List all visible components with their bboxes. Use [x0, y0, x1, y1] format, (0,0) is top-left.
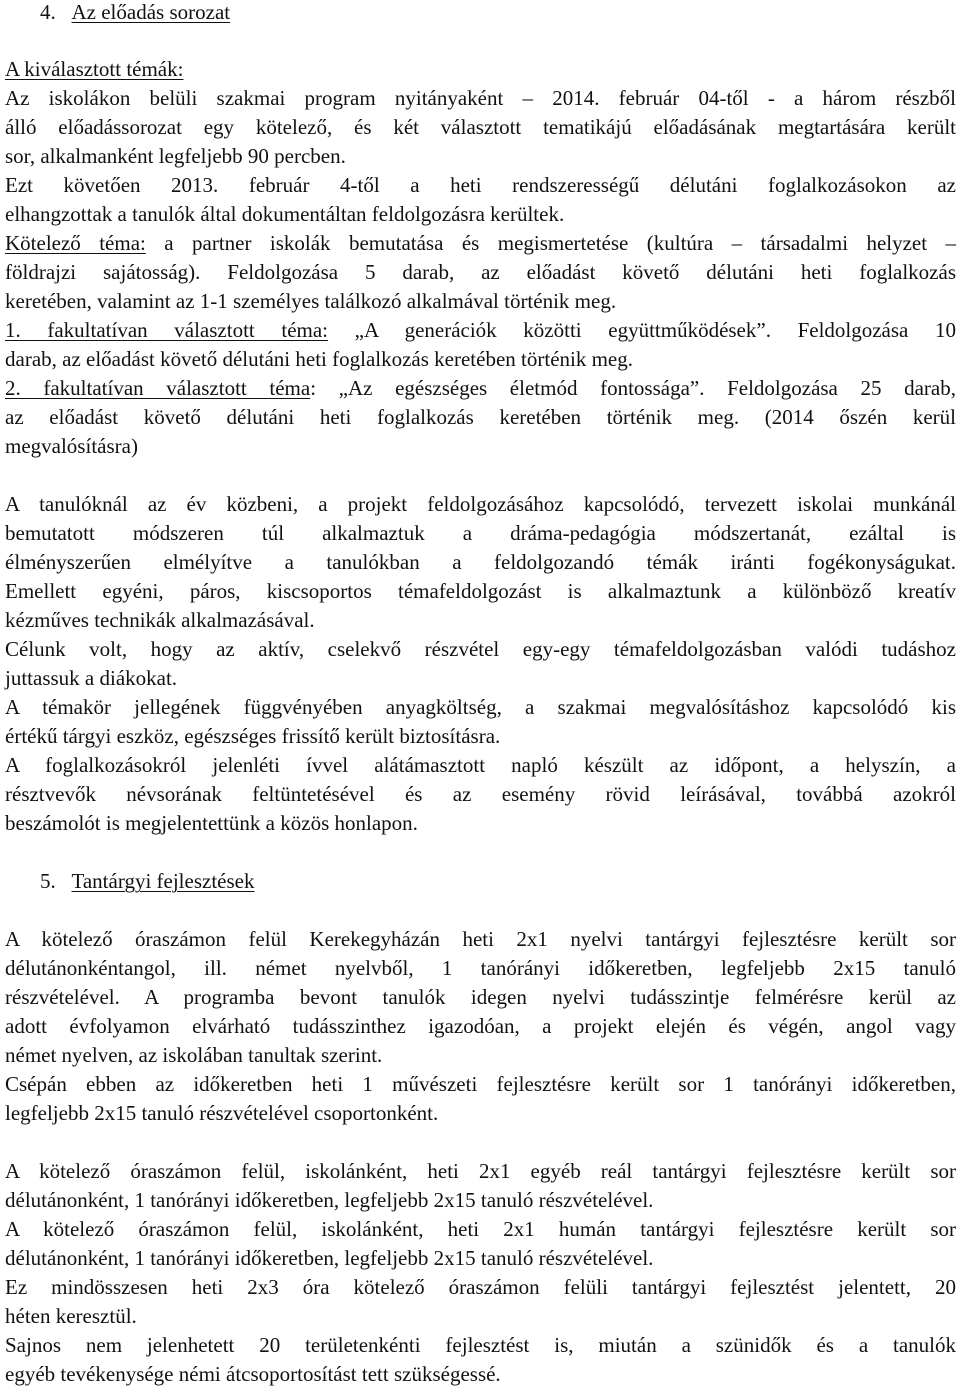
selected-topics-label-text: A kiválasztott témák:	[5, 57, 184, 81]
paragraph-line: A témakör jellegének függvényében anyagköltség, a szakmai megvalósításhoz kapcsolódó kis	[5, 695, 956, 719]
paragraph-line: legfeljebb 2x15 tanuló részvételével csoportonként.	[5, 1101, 439, 1125]
elective-topic-2-line	[5, 376, 956, 402]
paragraph-line: adott évfolyamon elvárható tudásszinthez igazodóan, a projekt elején és végén, angol vagy	[5, 1014, 956, 1038]
paragraph-line: Célunk volt, hogy az aktív, cselekvő részvétel egy-egy témafeldolgozásban valódi tudáshoz	[5, 637, 956, 661]
paragraph-line: keretében, valamint az 1-1 személyes találkozó alkalmával történik meg.	[5, 289, 617, 313]
selected-topics-label	[5, 57, 956, 83]
section-4-heading	[40, 0, 960, 26]
paragraph-line: megvalósításra)	[5, 434, 138, 458]
elective-topic-1-line	[5, 318, 956, 344]
elective-topic-1-text: „A generációk közötti együttműködések”. Feldolgozása 10	[328, 318, 956, 342]
paragraph-line: Csépán ebben az időkeretben heti 1 művészeti fejlesztésre került sor 1 tanórányi időkeretben,	[5, 1072, 956, 1096]
mandatory-topic-line	[5, 231, 956, 257]
paragraph-line: juttassuk a diákokat.	[5, 666, 178, 690]
section-5-heading	[40, 869, 960, 895]
section-5-title: Tantárgyi fejlesztések	[71, 869, 255, 893]
mandatory-topic-label: Kötelező téma:	[5, 231, 146, 255]
section-4-number: 4.	[40, 0, 56, 24]
paragraph-line: A kötelező óraszámon felül, iskolánként, heti 2x1 egyéb reál tantárgyi fejlesztésre került sor	[5, 1159, 956, 1183]
paragraph-line: elhangzottak a tanulók által dokumentáltan feldolgozásra kerültek.	[5, 202, 565, 226]
paragraph-line: Az iskolákon belüli szakmai program nyitányaként – 2014. február 04-től - a három részből	[5, 86, 956, 110]
paragraph-line: Ezt követően 2013. február 4-től a heti rendszerességű délutáni foglalkozásokon az	[5, 173, 956, 197]
paragraph-line: A kötelező óraszámon felül, iskolánként, heti 2x1 humán tantárgyi fejlesztésre került sor	[5, 1217, 956, 1241]
paragraph-line: élményszerűen elmélyítve a tanulókban a feldolgozandó témák iránti fogékonyságukat.	[5, 550, 956, 574]
paragraph-line: Emellett egyéni, páros, kiscsoportos témafeldolgozást is alkalmaztunk a különböző kreatív	[5, 579, 956, 603]
paragraph-line: résztvevők névsorának feltüntetésével és az esemény rövid leírásával, továbbá azokról	[5, 782, 956, 806]
section-4-title: Az előadás sorozat	[71, 0, 231, 24]
paragraph-line: beszámolót is megjelentettünk a közös honlapon.	[5, 811, 418, 835]
paragraph-line: bemutatott módszeren túl alkalmaztuk a dráma-pedagógia módszertanát, ezáltal is	[5, 521, 956, 545]
paragraph-line: A foglalkozásokról jelenléti ívvel alátámasztott napló készült az időpont, a helyszín, a	[5, 753, 956, 777]
paragraph-line: délutánonként, 1 tanórányi időkeretben, legfeljebb 2x15 tanuló részvételével.	[5, 1188, 654, 1212]
paragraph-line: délutánonként, 1 tanórányi időkeretben, legfeljebb 2x15 tanuló részvételével.	[5, 1246, 654, 1270]
elective-topic-2-label: 2. fakultatívan választott téma	[5, 376, 311, 400]
paragraph-line: német nyelven, az iskolában tanultak szerint.	[5, 1043, 383, 1067]
paragraph-line: sor, alkalmanként legfeljebb 90 percben.	[5, 144, 346, 168]
paragraph-line: darab, az előadást követő délutáni heti foglalkozás keretében történik meg.	[5, 347, 634, 371]
paragraph-line: A tanulóknál az év közbeni, a projekt feldolgozásához kapcsolódó, tervezett iskolai munkánál	[5, 492, 956, 516]
section-5-number: 5.	[40, 869, 56, 893]
paragraph-line: értékű tárgyi eszköz, egészséges frissítő került biztosításra.	[5, 724, 501, 748]
paragraph-line: Ez mindösszesen heti 2x3 óra kötelező óraszámon felüli tantárgyi fejlesztést jelentett, 20	[5, 1275, 956, 1299]
paragraph-line: egyéb tevékenysége némi átcsoportosítást tett szükségessé.	[5, 1362, 501, 1386]
elective-topic-1-label: 1. fakultatívan választott téma:	[5, 318, 329, 342]
paragraph-line: A kötelező óraszámon felül Kerekegyházán heti 2x1 nyelvi tantárgyi fejlesztésre került sor	[5, 927, 956, 951]
paragraph-line: az előadást követő délutáni heti foglalkozás keretében történik meg. (2014 őszén kerül	[5, 405, 956, 429]
elective-topic-2-text: : „Az egészséges életmód fontossága”. Feldolgozása 25 darab,	[310, 376, 956, 400]
paragraph-line: délutánonkéntangol, ill. német nyelvből, 1 tanórányi időkeretben, legfeljebb 2x15 tanuló	[5, 956, 956, 980]
paragraph-line: Sajnos nem jelenhetett 20 területenkénti fejlesztést is, miután a szünidők és a tanulók	[5, 1333, 956, 1357]
mandatory-topic-text: a partner iskolák bemutatása és megismertetése (kultúra – társadalmi helyzet –	[145, 231, 956, 255]
paragraph-line: földrajzi sajátosság). Feldolgozása 5 darab, az előadást követő délutáni heti foglalkozás	[5, 260, 956, 284]
paragraph-line: kézműves technikák alkalmazásával.	[5, 608, 315, 632]
paragraph-line: álló előadássorozat egy kötelező, és két választott tematikájú előadásának megtartására került	[5, 115, 956, 139]
paragraph-line: részvételével. A programba bevont tanulók idegen nyelvi tudásszintje felmérésre kerül az	[5, 985, 956, 1009]
paragraph-line: héten keresztül.	[5, 1304, 137, 1328]
